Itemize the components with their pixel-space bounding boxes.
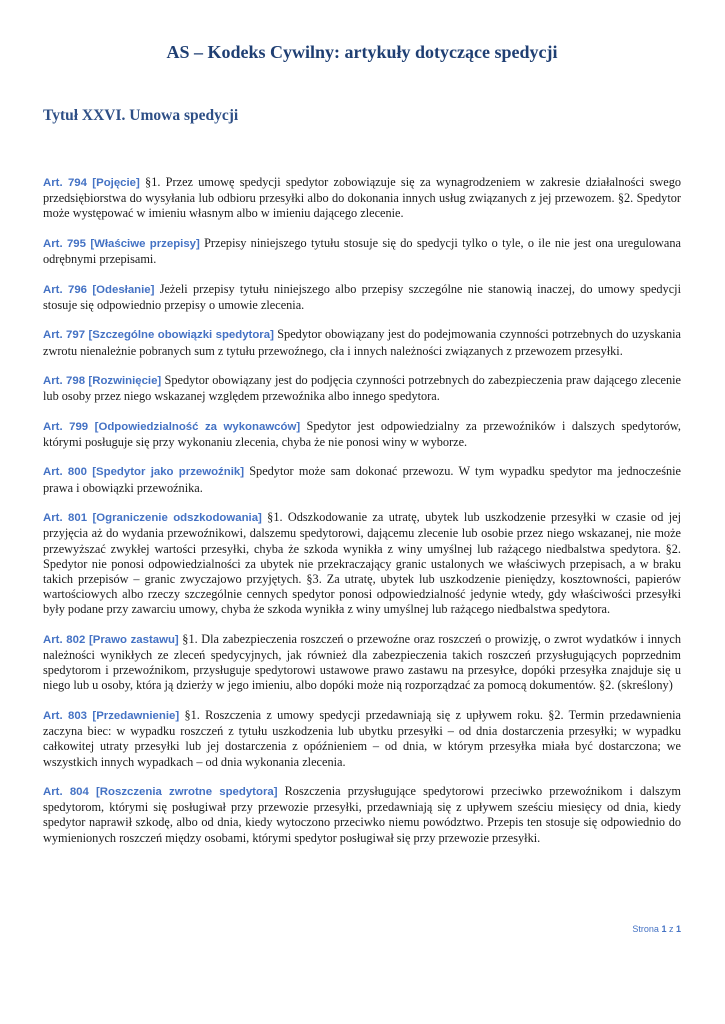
article-heading: Art. 794 [Pojęcie]	[43, 177, 140, 189]
article-body: Spedytor jest odpowiedzialny za przewoźników i dalszych spedytorów, którymi posługuje się przy wykonaniu zlecenia, chyba że nie ponosi winy w wyborze.	[43, 418, 681, 449]
footer-total: 1	[675, 924, 681, 934]
article-body: Przepisy niniejszego tytułu stosuje się do spedycji tylko o tyle, o ile nie jest ona uregulowana odrębnymi przepisami.	[43, 235, 681, 267]
article-795	[43, 236, 681, 267]
article-heading: Art. 796 [Odesłanie]	[43, 283, 155, 296]
article-799	[43, 419, 681, 450]
footer-sep: z	[668, 924, 674, 934]
article-body: Roszczenia przysługujące spedytorowi przeciwko przewoźnikom i dalszym spedytorom, którymi się posługiwał przy przewozie przesyłki, przedawniają się z upływem sześciu miesięcy od dnia, kiedy spedytor naprawił szkodę, albo od dnia, kiedy wytoczono przeciwko niemu powództwo. Przepis ten stosuje się odpowiednio do wymienionych roszczeń między osobami, którymi spedytor posługiwał się przy przewozie przesyłki.	[43, 784, 681, 845]
article-heading: Art. 804 [Roszczenia zwrotne spedytora]	[43, 786, 278, 799]
article-802	[43, 632, 681, 694]
articles-list	[43, 175, 681, 860]
article-796	[43, 282, 681, 313]
article-heading: Art. 800 [Spedytor jako przewoźnik]	[43, 466, 244, 479]
article-804	[43, 784, 681, 846]
article-801	[43, 510, 681, 617]
article-body: §1. Przez umowę spedycji spedytor zobowiązuje się za wynagrodzeniem w zakresie działalności swego przedsiębiorstwa do wysyłania lub odbioru przesyłki albo do dokonania innych usług związanych z jej przewozem. §2. Spedytor może występować w imieniu własnym albo w imieniu dającego zlecenie.	[43, 175, 681, 221]
article-797	[43, 327, 681, 358]
footer-label: Strona	[632, 924, 659, 934]
article-heading: Art. 803 [Przedawnienie]	[43, 709, 180, 722]
page-number-footer	[632, 924, 681, 934]
article-heading: Art. 798 [Rozwinięcie]	[43, 375, 162, 388]
article-heading: Art. 795 [Właściwe przepisy]	[43, 237, 200, 250]
footer-page: 1	[661, 924, 667, 934]
article-body: Spedytor obowiązany jest do podjęcia czynności potrzebnych do zabezpieczenia praw dającego zlecenie lub osoby przez niego wskazanej względem przewoźnika albo innego spedytora.	[43, 373, 682, 404]
article-794	[43, 175, 681, 222]
article-800	[43, 464, 681, 495]
article-body: §1. Dla zabezpieczenia roszczeń o przewoźne oraz roszczeń o prowizję, o zwrot wydatków i innych należności wynikłych ze zleceń spedycyjnych, jak również dla zabezpieczenia takich roszczeń przysługujących poprzednim spedytorom i przewoźnikom, przysługuje spedytorowi ustawowe prawo zastawu na przesyłce, dopóki przesyłka znajduje się u niego lub u osoby, która ją dzierży w jego imieniu, albo dopóki może nią rozporządzać za pomocą dokumentów. §2. (skreślony)	[43, 631, 681, 693]
document-page	[43, 0, 681, 1024]
article-heading: Art. 802 [Prawo zastawu]	[43, 633, 179, 646]
article-body: Jeżeli przepisy tytułu niniejszego albo przepisy szczególne nie stanowią inaczej, do umowy spedycji stosuje się odpowiednio przepisy o umowie zlecenia.	[43, 281, 681, 312]
article-body: §1. Odszkodowanie za utratę, ubytek lub uszkodzenie przesyłki w czasie od jej przyjęcia aż do wydania przewoźnikowi, dalszemu spedytorowi, dającemu zlecenie lub osobie przez niego wskazanej, nie może przewyższać zwykłej wartości przesyłki, chyba że szkoda wynikła z winy umyślnej lub rażącego niedbalstwa spedytora. §2. Spedytor nie ponosi odpowiedzialności za ubytek nie przekraczający granic ustalonych we właściwych przepisach, a w braku takich przepisów – granic zwyczajowo przyjętych. §3. Za utratę, ubytek lub uszkodzenie pieniędzy, kosztowności, papierów wartościowych albo rzeczy szczególnie cennych spedytor ponosi odpowiedzialność jedynie wtedy, gdy właściwości przesyłki były podane przy zawarciu umowy, chyba że szkoda wynikła z winy umyślnej lub rażącego niedbalstwa spedytora.	[43, 510, 681, 617]
article-body: Spedytor może sam dokonać przewozu. W tym wypadku spedytor ma jednocześnie prawa i obowiązki przewoźnika.	[43, 464, 681, 495]
section-title: Tytuł XXVI. Umowa spedycji	[43, 107, 239, 124]
article-798	[43, 373, 681, 404]
article-heading: Art. 799 [Odpowiedzialność za wykonawców]	[43, 420, 301, 433]
article-body: Spedytor obowiązany jest do podejmowania czynności potrzebnych do uzyskania zwrotu nienależnie pobranych sum z tytułu przewoźnego, cła i innych należności związanych z przewozem przesyłki.	[43, 327, 682, 358]
document-title: AS – Kodeks Cywilny: artykuły dotyczące spedycji	[166, 42, 558, 62]
article-body: §1. Roszczenia z umowy spedycji przedawniają się z upływem roku. §2. Termin przedawnienia zaczyna biec: w wypadku roszczeń z tytułu uszkodzenia lub ubytku przesyłki – od dnia dostarczenia przesyłki; w wypadku całkowitej utraty przesyłki lub jej dostarczenia z opóźnieniem – od dnia, w którym przesyłka miała być dostarczona; we wszystkich innych wypadkach – od dnia wykonania zlecenia.	[43, 707, 682, 769]
article-heading: Art. 801 [Ograniczenie odszkodowania]	[43, 512, 262, 525]
article-803	[43, 708, 681, 770]
article-heading: Art. 797 [Szczególne obowiązki spedytora]	[43, 329, 274, 342]
